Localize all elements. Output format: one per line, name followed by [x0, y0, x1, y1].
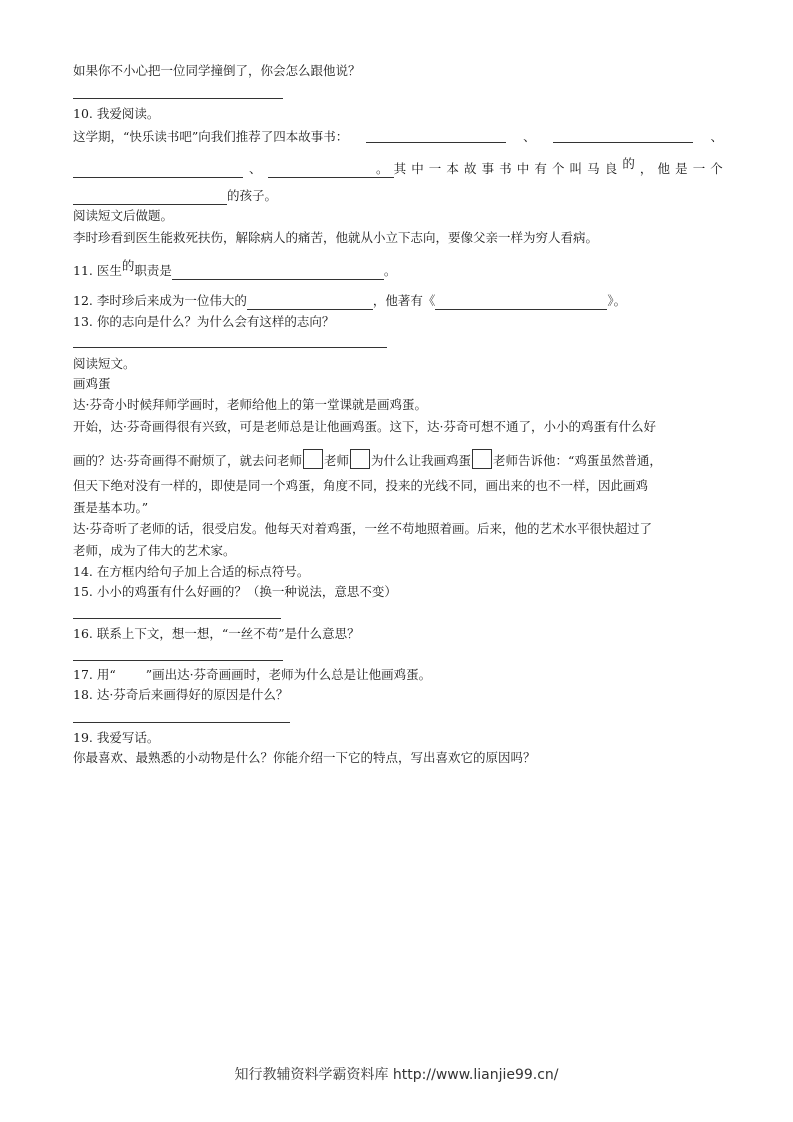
word: 中: [411, 161, 424, 176]
q11-end: 。: [383, 263, 397, 278]
word: 一: [692, 161, 706, 176]
q11: [73, 258, 397, 280]
story-text: 老师: [323, 453, 349, 468]
q15: 15. 小小的鸡蛋有什么好画的？（换一种说法，意思不变）: [73, 584, 397, 599]
story-p2-line2: [73, 449, 662, 470]
answer-line: [73, 722, 290, 723]
separator: 、: [523, 129, 536, 144]
answer-blank: [172, 265, 384, 280]
word: ，: [639, 161, 653, 176]
answer-line: [73, 618, 281, 619]
story-p2-line1: 开始，达·芬奇画得很有兴致，可是老师总是让他画鸡蛋。这下，达·芬奇可想不通了，小小的鸡蛋有什么好: [73, 419, 656, 434]
q19-text: 你最喜欢、最熟悉的小动物是什么？你能介绍一下它的特点，写出喜欢它的原因吗？: [73, 750, 536, 765]
answer-line: [73, 347, 387, 348]
answer-blank: [553, 128, 693, 143]
q10-intro: 这学期，“快乐读书吧”向我们推荐了四本故事书：: [73, 129, 349, 144]
answer-blank: [247, 295, 373, 310]
q12-prefix: 12. 李时珍后来成为一位伟大的: [73, 293, 247, 308]
q11-mid: 职责是: [134, 263, 172, 278]
story-text: 为什么让我画鸡蛋: [371, 453, 472, 468]
story-p3-line2: 老师，成为了伟大的艺术家。: [73, 543, 236, 558]
q12-end: 》。: [607, 293, 627, 308]
word-de: 的: [622, 156, 635, 171]
footer-watermark: 知行教辅资料学霸资料库 http://www.lianjie99.cn/: [234, 1067, 559, 1083]
q10-line3: [73, 187, 277, 205]
q12-mid: ，他著有《: [372, 293, 436, 308]
reading2-title: 阅读短文。: [73, 356, 136, 371]
word: 是: [675, 161, 688, 176]
q10-line2-tail: [376, 156, 723, 178]
q12: [73, 292, 626, 310]
story-p1: 达·芬奇小时候拜师学画时，老师给他上的第一堂课就是画鸡蛋。: [73, 397, 427, 412]
answer-line: [73, 98, 283, 99]
answer-line: [73, 660, 283, 661]
q14: 14. 在方框内给句子加上合适的标点符号。: [73, 564, 310, 579]
q18: 18. 达·芬奇后来画得好的原因是什么？: [73, 687, 289, 702]
q11-de: 的: [121, 258, 135, 273]
reading1-title: 阅读短文后做题。: [73, 208, 174, 223]
story-p3-line1: 达·芬奇听了老师的话，很受启发。他每天对着鸡蛋，一丝不苟地照着画。后来，他的艺术水平很快超过了: [73, 521, 652, 536]
word: 本: [446, 161, 459, 176]
answer-blank: [73, 190, 227, 205]
q10-title: 10. 我爱阅读。: [73, 106, 160, 121]
q19-title: 19. 我爱写话。: [73, 730, 160, 745]
answer-blank: [435, 295, 607, 310]
story-title: 画鸡蛋: [73, 376, 111, 391]
punctuation-box[interactable]: [350, 449, 370, 469]
answer-blank: [268, 163, 394, 178]
answer-blank: [73, 163, 243, 178]
word: 马: [587, 161, 600, 176]
word: 个: [551, 161, 565, 176]
q13: 13. 你的志向是什么？为什么会有这样的志向？: [73, 314, 335, 329]
question-apology: 如果你不小心把一位同学撞倒了，你会怎么跟他说？: [73, 63, 361, 78]
punctuation-box[interactable]: [472, 449, 492, 469]
story-text: 老师告诉他：“鸡蛋虽然普通，: [493, 453, 662, 468]
word: 其: [393, 161, 407, 176]
q17-a: 17. 用“: [73, 667, 116, 682]
story-p2-line4: 蛋是基本功。”: [73, 500, 149, 515]
q16: 16. 联系上下文，想一想，“一丝不苟”是什么意思？: [73, 626, 360, 641]
word: 良: [604, 161, 618, 176]
answer-blank: [366, 128, 506, 143]
period: 。: [376, 161, 389, 176]
word: 他: [657, 161, 671, 176]
q11-prefix: 11. 医生: [73, 263, 122, 278]
separator: 、: [249, 161, 262, 176]
story-text: 画的？达·芬奇画得不耐烦了，就去问老师: [73, 453, 302, 468]
word: 书: [499, 161, 512, 176]
reading1-text: 李时珍看到医生能救死扶伤，解除病人的痛苦，他就从小立下志向，要像父亲一样为穷人看病。: [73, 230, 599, 245]
word: 一: [428, 161, 442, 176]
word: 中: [516, 161, 530, 176]
word: 个: [710, 161, 723, 176]
q10-tail: 的孩子。: [227, 188, 278, 203]
word: 有: [534, 161, 547, 176]
q17: [73, 666, 431, 684]
word: 事: [481, 161, 495, 176]
q17-b: ”画出达·芬奇画画时，老师为什么总是让他画鸡蛋。: [145, 667, 432, 682]
story-p2-line3: 但天下绝对没有一样的，即使是同一个鸡蛋，角度不同，投来的光线不同，画出来的也不一样，因此画鸡: [73, 478, 649, 493]
word: 故: [463, 161, 477, 176]
q10-line2: [73, 160, 394, 178]
punctuation-box[interactable]: [303, 449, 323, 469]
word: 叫: [569, 161, 583, 176]
separator: 、: [710, 129, 723, 144]
q10-line1: [73, 128, 723, 146]
